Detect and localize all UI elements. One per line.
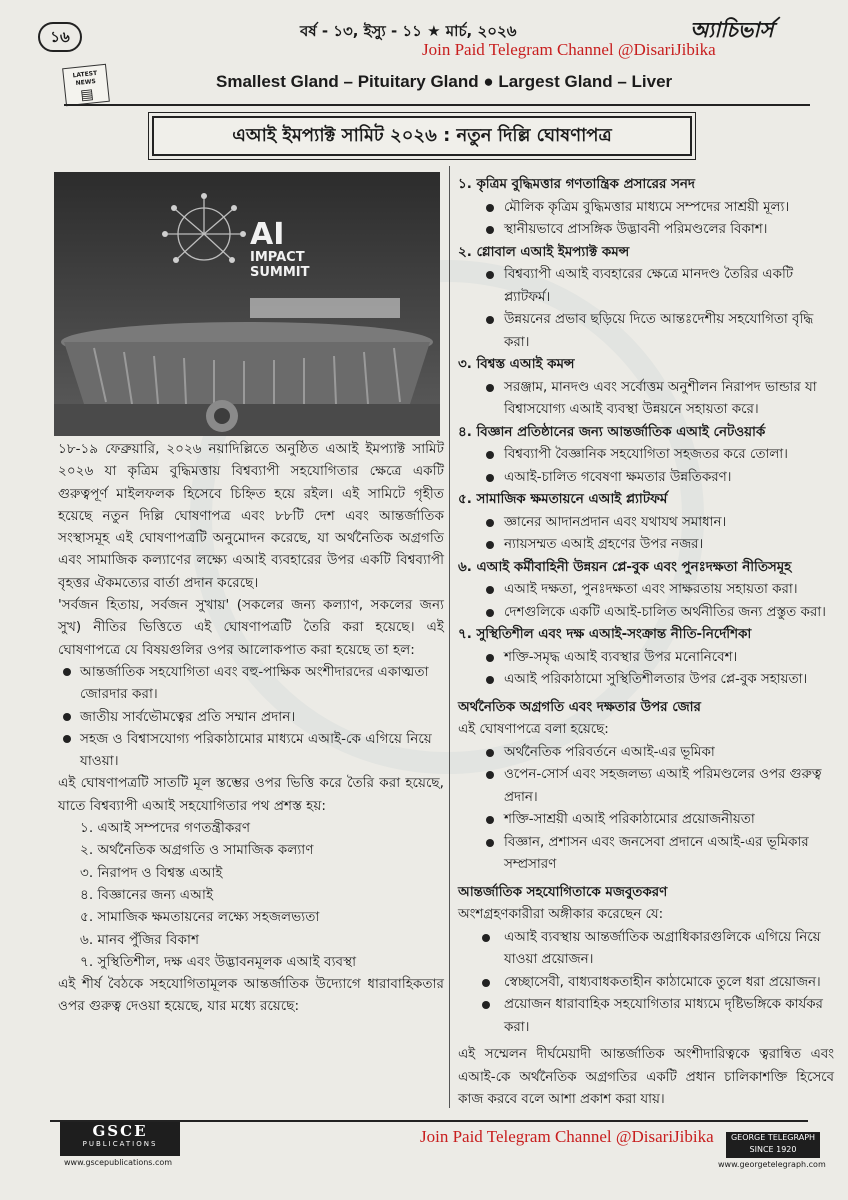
section-bullet: উন্নয়নের প্রভাব ছড়িয়ে দিতে আন্তঃদেশীয় সহযোগিতা বৃদ্ধি করা। [458,309,834,354]
telegram-promo-bottom: Join Paid Telegram Channel @DisariJibika [420,1127,714,1146]
section-bullet: এআই-চালিত গবেষণা ক্ষমতার উন্নতিকরণ। [458,467,834,490]
economic-bullet: বিজ্ঞান, প্রশাসন এবং জনসেবা প্রদানে এআই-এর ভূমিকার সম্প্রসারণ [458,832,834,877]
pillar-item: ৩. নিরাপদ ও বিশ্বস্ত এআই [80,864,223,881]
summit-photo-caption [250,217,310,280]
economic-bullet: ওপেন-সোর্স এবং সহজলভ্য এআই পরিমণ্ডলের ওপর গুরুত্ব প্রদান। [458,764,834,809]
section-bullet: এআই পরিকাঠামো সুস্থিতিশীলতার উপর প্লে-বুক সহায়তা। [458,669,834,692]
section-heading: ৭. সুস্থিতিশীল এবং দক্ষ এআই-সংক্রান্ত নীতি-নির্দেশিকা [458,627,752,642]
brand-logo: অ্যাচিভার্স [690,17,774,42]
section-bullet: মৌলিক কৃত্রিম বুদ্ধিমত্তার মাধ্যমে সম্পদের সাশ্রয়ী মূল্য। [458,197,834,220]
pillar-item: ২. অর্থনৈতিক অগ্রগতি ও সামাজিক কল্যাণ [80,842,314,859]
section-heading: ৪. বিজ্ঞান প্রতিষ্ঠানের জন্য আন্তর্জাতিক এআই নেটওয়ার্ক [458,424,766,440]
gsce-name: GSCE [92,1122,148,1140]
economic-heading: অর্থনৈতিক অগ্রগতি এবং দক্ষতার উপর জোর [458,699,701,715]
section-heading: ৫. সামাজিক ক্ষমতায়নে এআই প্ল্যাটফর্ম [458,492,668,507]
george-telegraph-logo [726,1132,820,1158]
telegram-promo-top: Join Paid Telegram Channel @DisariJibika [422,40,716,59]
section-heading: ১. কৃত্রিম বুদ্ধিমত্তার গণতান্ত্রিক প্রসারের সনদ [458,177,695,192]
pillar-item: ৭. সুস্থিতিশীল, দক্ষ এবং উদ্ভাবনমূলক এআই ব্যবস্থা [80,953,357,970]
economic-bullet: অর্থনৈতিক পরিবর্তনে এআই-এর ভূমিকা [458,742,834,765]
international-heading: আন্তর্জাতিক সহযোগিতাকে মজবুতকরণ [458,884,668,900]
focus-bullet: সহজ ও বিশ্বাসযোগ্য পরিকাঠামোর মাধ্যমে এআই-কে এগিয়ে নিয়ে যাওয়া। [58,728,444,773]
gt-since: SINCE 1920 [749,1145,797,1154]
focus-bullet: আন্তর্জাতিক সহযোগিতা এবং বহু-পাক্ষিক অংশীদারদের একাত্মতা জোরদার করা। [58,661,444,706]
section-bullet: জ্ঞানের আদানপ্রদান এবং যথাযথ সমাধান। [458,512,834,535]
photo-ai-text: AI [250,217,285,252]
continuity-paragraph: এই শীর্ষ বৈঠকে সহযোগিতামূলক আন্তর্জাতিক উদ্যোগে ধারাবাহিকতার ওপর গুরুত্ব দেওয়া হয়েছে, যার মধ্যে রয়েছে: [58,976,444,1015]
gsce-logo [60,1122,180,1156]
pillars-intro: এই ঘোষণাপত্রটি সাতটি মূল স্তম্ভের ওপর ভিত্তি করে তৈরি করা হয়েছে, যাতে বিশ্বব্যাপী এআই সহযোগিতার পথ প্রশস্ত হয়: [58,775,444,814]
international-bullet: এআই ব্যবস্থায় আন্তর্জাতিক অগ্রাধিকারগুলিকে এগিয়ে নিয়ে যাওয়া প্রয়োজন। [458,927,834,972]
international-bullet: প্রয়োজন ধারাবাহিক সহযোগিতার মাধ্যমে দৃষ্টিভঙ্গিকে কার্যকর করা। [458,994,834,1039]
international-intro: অংশগ্রহণকারীরা অঙ্গীকার করেছেন যে: [458,907,664,922]
summit-photo [54,172,440,436]
summit-photo-art [54,172,440,436]
newspaper-icon: ▤ [79,86,95,104]
pillar-item: ৬. মানব পুঁজির বিকাশ [80,931,199,948]
left-column [58,438,444,1018]
section-bullet: শক্তি-সমৃদ্ধ এআই ব্যবস্থার উপর মনোনিবেশ। [458,647,834,670]
section-bullet: সরঞ্জাম, মানদণ্ড এবং সর্বোত্তম অনুশীলন নিরাপদ ভান্ডার যা বিশ্বাসযোগ্য এআই ব্যবস্থা উন্নয়নে সহায়তা করে। [458,377,834,422]
header-divider [64,104,810,106]
section-bullet: স্থানীয়ভাবে প্রাসঙ্গিক উদ্ভাবনী পরিমণ্ডলের বিকাশ। [458,219,834,242]
page-number: ১৬ [38,22,82,52]
gt-url: www.georgetelegraph.com [718,1160,826,1169]
latest-news-logo [62,64,110,106]
pillar-item: ৫. সামাজিক ক্ষমতায়নের লক্ষ্যে সহজলভ্যতা [80,909,320,926]
section-bullet: এআই দক্ষতা, পুনঃদক্ষতা এবং সাক্ষরতায় সহায়তা করা। [458,579,834,602]
focus-bullet: জাতীয় সার্বভৌমত্বের প্রতি সম্মান প্রদান। [58,706,444,728]
intro-paragraph: ১৮-১৯ ফেব্রুয়ারি, ২০২৬ নয়াদিল্লিতে অনুষ্ঠিত এআই ইমপ্যাক্ট সামিট ২০২৬ যা কৃত্রিম বুদ্ধিমত্তায় বিশ্বব্যাপী সহযোগিতার ক্ষেত্রে একটি গুরুত্বপূর্ণ মাইলফলক হিসেবে চিহ্নিত হয়ে রইল। এই সামিটে গৃহীত হয়েছে নতুন দিল্লি ঘোষণাপত্র এবং ৮৮টি দেশ এবং আন্তর্জাতিক সংস্থাসমূহ এই ঘোষণাপত্রটি অনুমোদন করেছে, যা অর্থনৈতিক অগ্রগতি এবং সামাজিক কল্যাণের লক্ষ্যে এআই ব্যবহারের উপর একটি বিশ্বব্যাপী বৃহত্তর ঐকমত্যের বার্তা প্রদান করেছে। [58,441,444,591]
issue-line: বর্ষ - ১৩, ইস্যু - ১১ ★ মার্চ, ২০২৬ [300,22,517,40]
gsce-sub: PUBLICATIONS [82,1140,158,1148]
photo-impact-text: IMPACT [250,250,305,265]
latest-news-text: LATEST NEWS [72,69,98,88]
gland-tagline: Smallest Gland – Pituitary Gland ● Largest Gland – Liver [216,72,673,91]
section-heading: ৩. বিশ্বস্ত এআই কমন্স [458,357,575,372]
gsce-url: www.gscepublications.com [64,1158,173,1167]
section-heading: ২. গ্লোবাল এআই ইমপ্যাক্ট কমন্স [458,244,630,260]
article-title: এআই ইমপ্যাক্ট সামিট ২০২৬ : নতুন দিল্লি ঘোষণাপত্র [152,116,692,156]
principle-paragraph: 'সর্বজন হিতায়, সর্বজন সুখায়' (সকলের জন্য কল্যাণ, সকলের জন্য সুখ) নীতির ভিত্তিতে এই ঘোষণাপত্রটি তৈরি করা হয়েছে। এই ঘোষণাপত্রে যে বিষয়গুলির ওপর আলোকপাত করা হয়েছে তা হল: [58,597,444,658]
section-bullet: ন্যায়সম্মত এআই গ্রহণের উপর নজর। [458,534,834,557]
pillar-item: ১. এআই সম্পদের গণতন্ত্রীকরণ [80,820,251,837]
section-bullet: বিশ্বব্যাপী বৈজ্ঞানিক সহযোগিতা সহজতর করে তোলা। [458,444,834,467]
international-bullet: স্বেচ্ছাসেবী, বাধ্যবাধকতাহীন কাঠামোকে তুলে ধরা প্রয়োজন। [458,972,834,995]
photo-summit-text: SUMMIT [250,265,310,280]
section-bullet: দেশগুলিকে একটি এআই-চালিত অর্থনীতির জন্য প্রস্তুত করা। [458,602,834,625]
economic-intro: এই ঘোষণাপত্রে বলা হয়েছে: [458,722,609,737]
section-heading: ৬. এআই কর্মীবাহিনী উন্নয়ন প্লে-বুক এবং পুনঃদক্ষতা নীতিসমূহ [458,559,792,575]
section-bullet: বিশ্বব্যাপী এআই ব্যবহারের ক্ষেত্রে মানদণ্ড তৈরির একটি প্ল্যাটফর্ম। [458,264,834,309]
gt-name: GEORGE TELEGRAPH [730,1133,816,1142]
right-column [458,174,834,1112]
closing-paragraph: এই সম্মেলন দীর্ঘমেয়াদী আন্তর্জাতিক অংশীদারিত্বকে ত্বরান্বিত এবং এআই-কে অর্থনৈতিক অগ্রগতির একটি প্রধান চালিকাশক্তি হিসেবে কাজ করবে বলে আশা প্রকাশ করা যায়। [458,1047,834,1107]
pillar-item: ৪. বিজ্ঞানের জন্য এআই [80,886,214,903]
economic-bullet: শক্তি-সাশ্রয়ী এআই পরিকাঠামোর প্রয়োজনীয়তা [458,809,834,832]
column-divider [449,166,450,1108]
